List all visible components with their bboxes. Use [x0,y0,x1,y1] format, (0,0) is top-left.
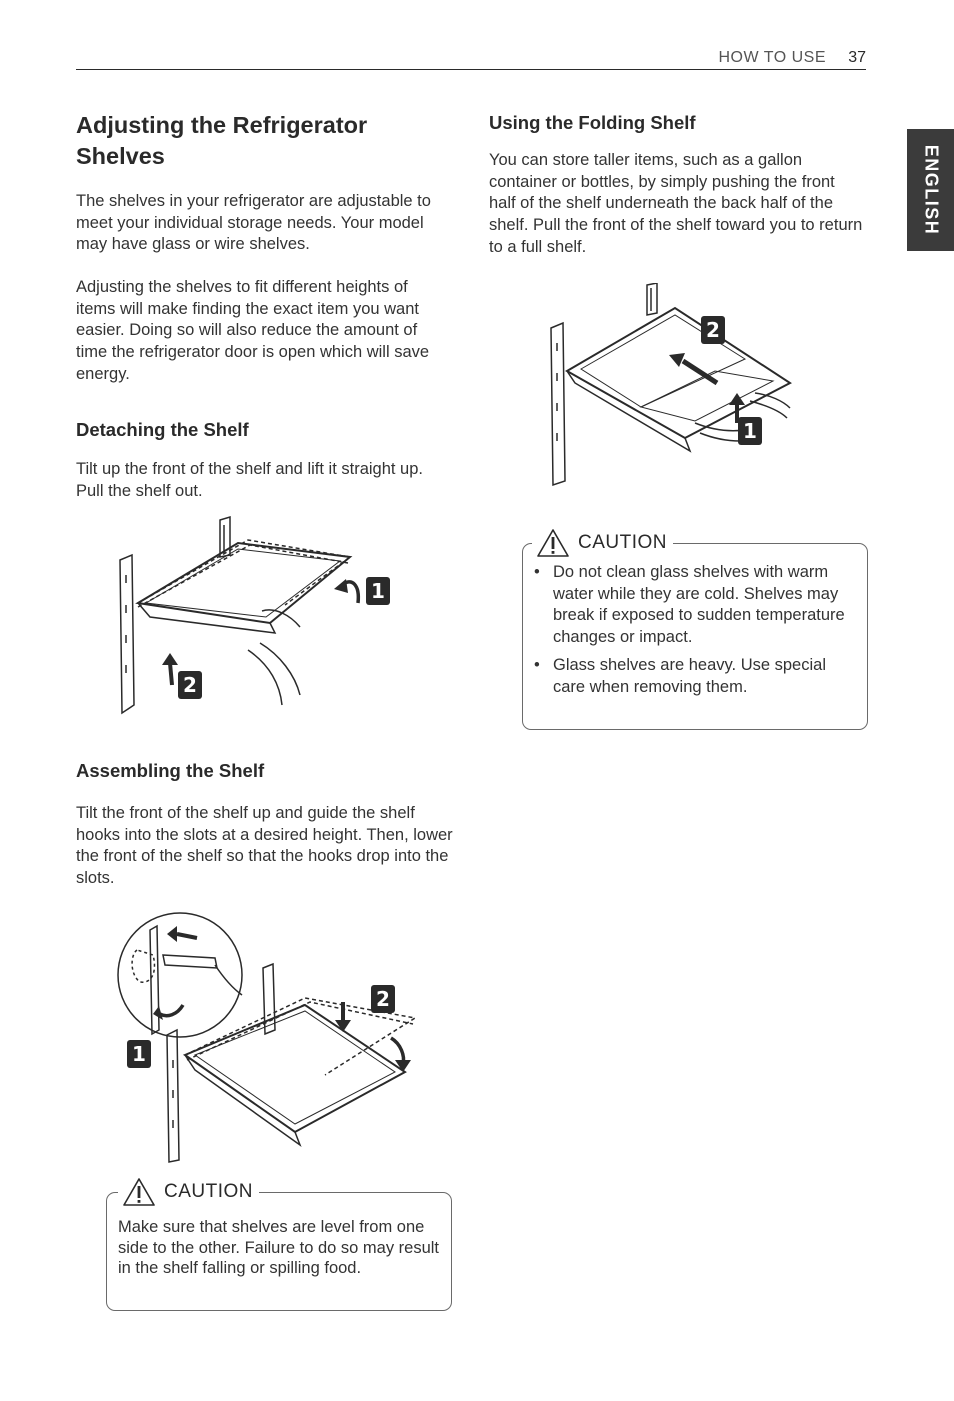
folding-heading: Using the Folding Shelf [489,112,696,133]
detaching-heading: Detaching the Shelf [76,419,249,440]
section-title: HOW TO USE [718,49,826,66]
language-tab [907,129,954,251]
page-title: Adjusting the Refrigerator Shelves [76,112,368,169]
caution-header-left [118,1177,259,1207]
warning-triangle-icon [536,528,570,558]
detaching-step-2-label: 2 [183,673,197,697]
warning-triangle-icon [122,1177,156,1207]
intro-paragraph-2: Adjusting the shelves to fit different heights of items will make finding the exact item you want easier. Doing so will also reduce the amount of time the refrigerator door is open which will save energy. [76,278,430,383]
folding-text: You can store taller items, such as a gallon container or bottles, by simply pushing the front half of the shelf underneath the back half of the shelf. Pull the front of the shelf toward you to return to a full shelf. [489,151,863,256]
caution-item: • Do not clean glass shelves with warm water while they are cold. Shelves may break if exposed to sudden temperature changes or impact. [522,562,852,649]
assembling-heading: Assembling the Shelf [76,760,265,781]
assembling-step-1-label: 1 [132,1042,146,1066]
detaching-step-1-label: 1 [371,579,385,603]
caution-item: • Glass shelves are heavy. Use special care when removing them. [522,655,852,698]
language-tab-label: ENGLISH [921,144,941,236]
folding-step-2-label: 2 [706,318,720,342]
folding-illustration [545,283,795,488]
detaching-text: Tilt up the front of the shelf and lift it straight up. Pull the shelf out. [76,460,423,500]
caution-list-right [522,562,852,704]
page-number: 37 [848,49,866,66]
detaching-illustration [110,515,410,720]
caution-text-left: Make sure that shelves are level from one side to the other. Failure to do so may result in the shelf falling or spilling food. [118,1218,440,1277]
assembling-illustration [105,910,425,1165]
caution-header-right [532,528,673,558]
intro-paragraph-1: The shelves in your refrigerator are adjustable to meet your individual storage needs. Your model may have glass or wire shelves. [76,192,431,254]
assembling-step-2-label: 2 [376,987,390,1011]
caution-label-left: CAUTION [164,1181,253,1202]
caution-label-right: CAUTION [578,532,667,553]
folding-step-1-label: 1 [743,419,757,443]
assembling-text: Tilt the front of the shelf up and guide the shelf hooks into the slots at a desired height. Then, lower the front of the shelf so that the hooks drop into the slots. [76,804,453,888]
header-rule [76,69,866,70]
